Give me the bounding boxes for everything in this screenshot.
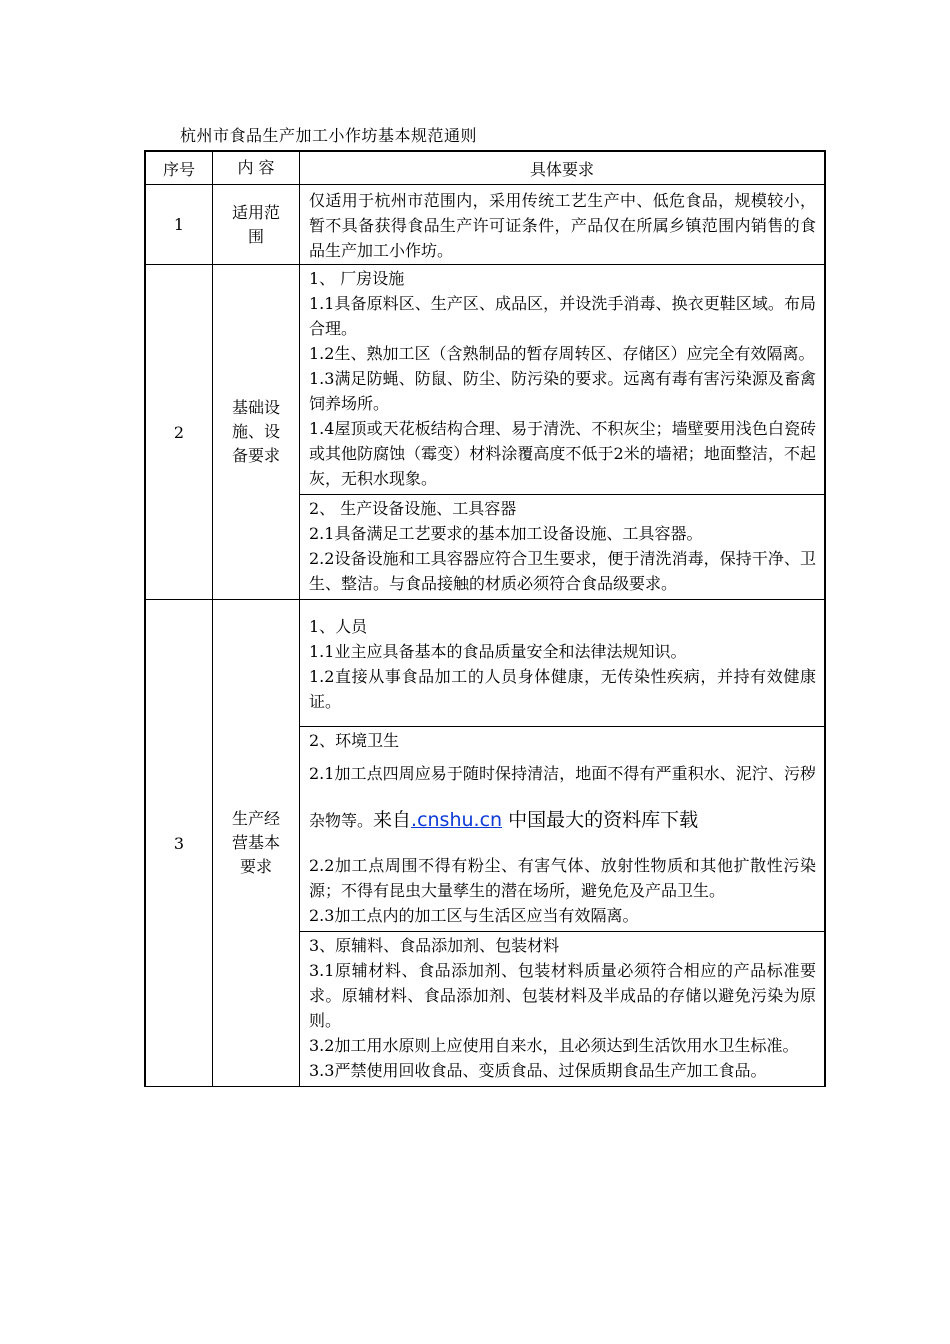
requirement-block: [300, 265, 824, 494]
source-link[interactable]: .cnshu.cn: [411, 809, 503, 831]
row-number: 1: [145, 185, 213, 265]
requirement-heading: 3、原辅料、食品添加剂、包装材料: [309, 936, 560, 955]
row-requirements: [300, 600, 826, 1087]
requirement-text: 2.1加工点四周应易于随时保持清洁，地面不得有严重积水、泥泞、污秽杂物等。: [309, 764, 816, 830]
requirement-block: [300, 185, 824, 264]
requirement-text: 1.1具备原料区、生产区、成品区，并设洗手消毒、换衣更鞋区域。布局合理。: [309, 294, 816, 338]
requirement-block: [300, 931, 824, 1086]
requirement-text: 1.2直接从事食品加工的人员身体健康，无传染性疾病，并持有效健康证。: [309, 667, 816, 711]
header-requirements: 具体要求: [300, 151, 826, 185]
requirement-text: 3.3严禁使用回收食品、变质食品、过保质期食品生产加工食品。: [309, 1061, 767, 1080]
requirement-text: 2.1具备满足工艺要求的基本加工设备设施、工具容器。: [309, 524, 703, 543]
row-requirements: [300, 265, 826, 600]
requirement-text: 仅适用于杭州市范围内，采用传统工艺生产中、低危食品，规模较小，暂不具备获得食品生产许可证条件，产品仅在所属乡镇范围内销售的食品生产加工小作坊。: [309, 191, 816, 260]
spec-table: [144, 150, 826, 1087]
requirement-heading: 1、人员: [309, 617, 368, 636]
table-row: [145, 185, 825, 265]
row-content-name: 适用范围: [231, 202, 280, 246]
requirement-text: 3.2加工用水原则上应使用自来水，且必须达到生活饮用水卫生标准。: [309, 1036, 799, 1055]
requirement-heading: 2、 生产设备设施、工具容器: [309, 499, 517, 518]
requirement-block: [300, 494, 824, 599]
table-row: [145, 265, 825, 600]
row-content-name: 生产经营基本要求: [231, 809, 280, 876]
requirement-heading: 2、环境卫生: [309, 731, 400, 750]
document-title: 杭州市食品生产加工小作坊基本规范通则: [180, 126, 478, 145]
requirement-text: 2.3加工点内的加工区与生活区应当有效隔离。: [309, 906, 639, 925]
row-content-name: 基础设施、设备要求: [231, 398, 280, 465]
requirement-text: 2.2加工点周围不得有粉尘、有害气体、放射性物质和其他扩散性污染源；不得有昆虫大量孳生的潜在场所，避免危及产品卫生。: [309, 856, 816, 900]
requirement-text: 1.4屋顶或天花板结构合理、易于清洗、不积灰尘；墙壁要用浅色白瓷砖或其他防腐蚀（霉变）材料涂覆高度不低于2米的墙裙；地面整洁，不起灰，无积水现象。: [309, 419, 816, 488]
requirement-text: 1.1业主应具备基本的食品质量安全和法律法规知识。: [309, 642, 687, 661]
requirement-text: 2.2设备设施和工具容器应符合卫生要求，便于清洗消毒，保持干净、卫生、整洁。与食品接触的材质必须符合食品级要求。: [309, 549, 816, 593]
header-content: 内 容: [213, 151, 300, 185]
requirement-text: 1.3满足防蝇、防鼠、防尘、防污染的要求。远离有毒有害污染源及畜禽饲养场所。: [309, 369, 816, 413]
table-row: [145, 600, 825, 1087]
requirement-block: [300, 600, 824, 726]
requirement-text: 3.1原辅材料、食品添加剂、包装材料质量必须符合相应的产品标准要求。原辅材料、食品添加剂、包装材料及半成品的存储以避免污染为原则。: [309, 961, 816, 1030]
header-no: 序号: [145, 151, 213, 185]
row-requirements: [300, 185, 826, 265]
requirement-text: 1.2生、熟加工区（含熟制品的暂存周转区、存储区）应完全有效隔离。: [309, 344, 815, 363]
requirement-block: [300, 726, 824, 931]
source-watermark-text: 中国最大的资料库下载: [502, 809, 699, 831]
row-number: 2: [145, 265, 213, 600]
row-number: 3: [145, 600, 213, 1087]
source-watermark-text: 来自: [373, 809, 412, 831]
table-header-row: [145, 151, 825, 185]
requirement-heading: 1、 厂房设施: [309, 269, 405, 288]
